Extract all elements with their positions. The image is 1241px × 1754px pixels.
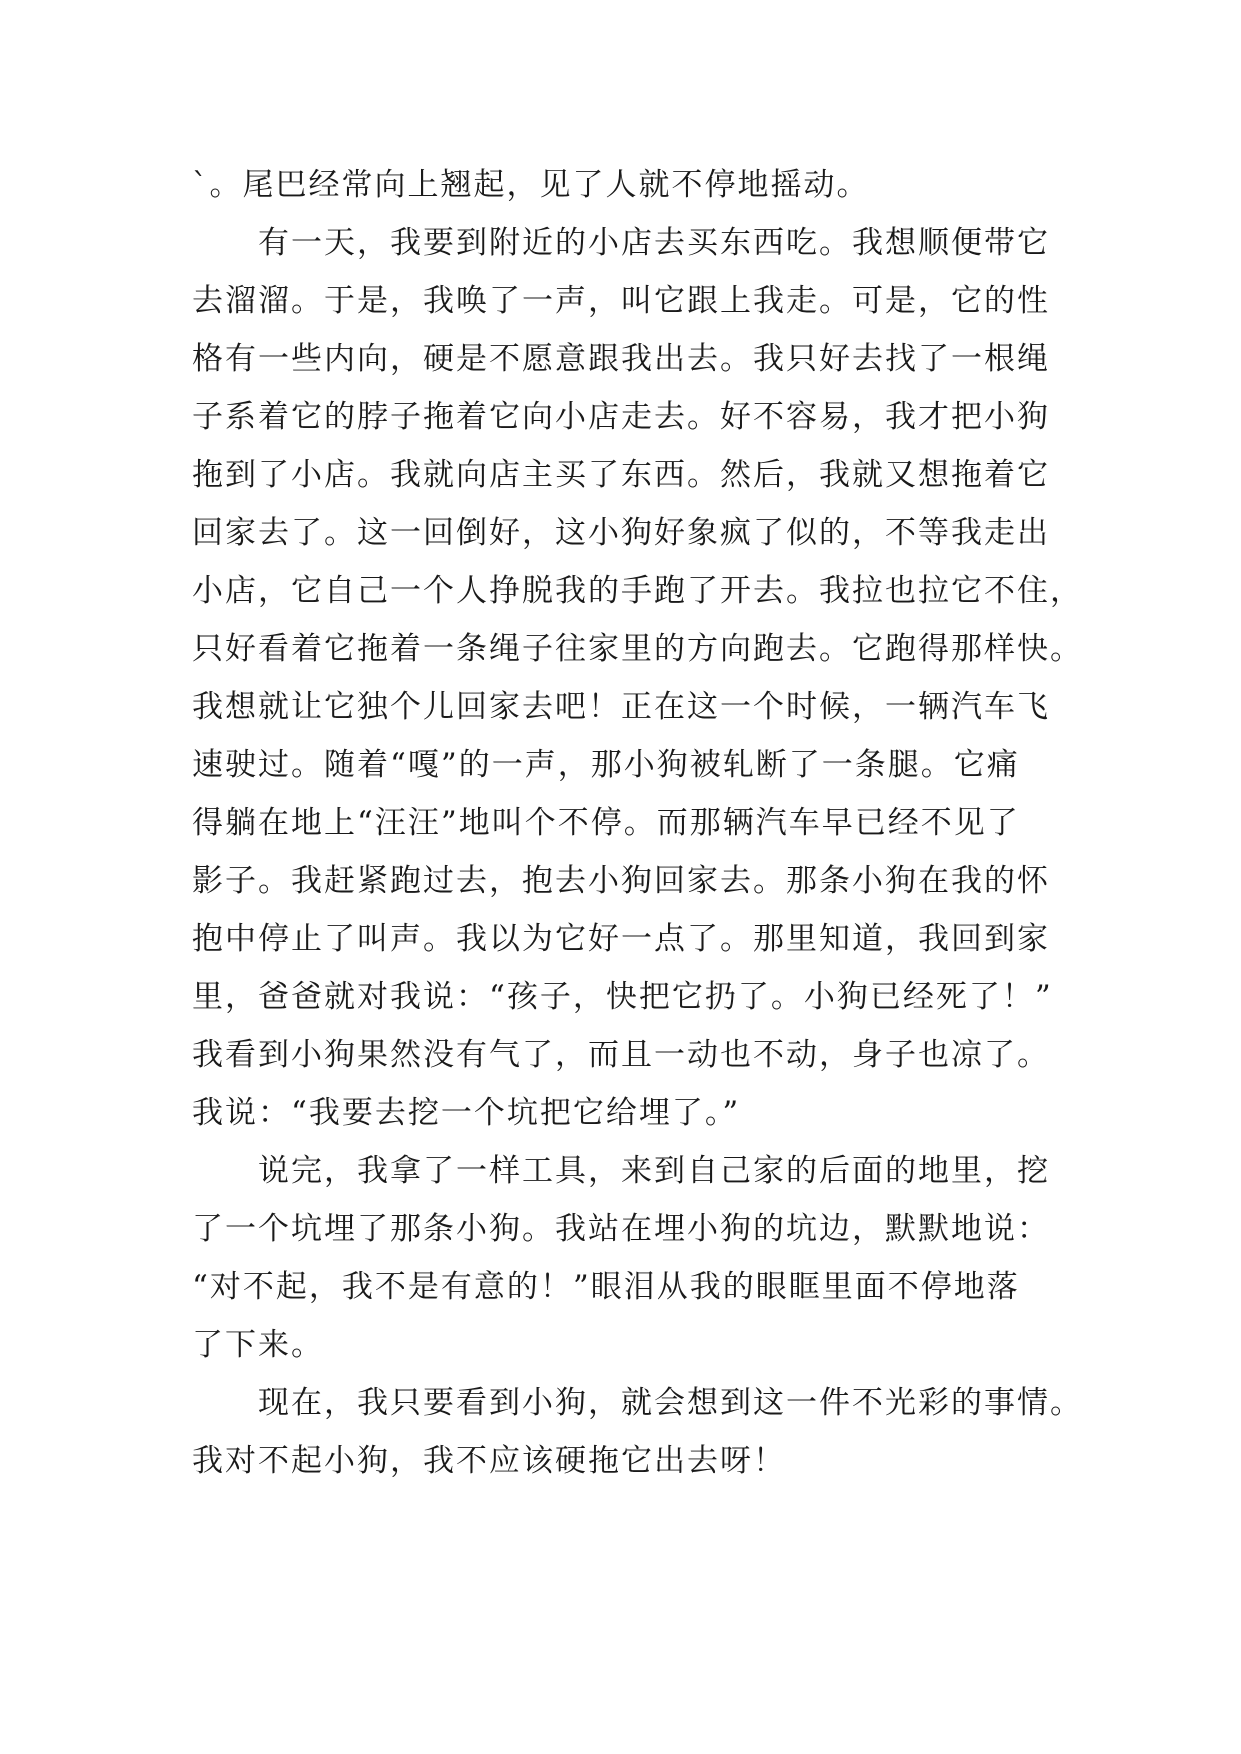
- text-line: 我想就让它独个儿回家去吧！正在这一个时候，一辆汽车飞: [192, 689, 1050, 725]
- text-line: 速驶过。随着“嘎”的一声，那小狗被轧断了一条腿。它痛: [192, 747, 1020, 783]
- text-line: 里，爸爸就对我说：“孩子，快把它扔了。小狗已经死了！”: [192, 979, 1053, 1015]
- text-line: 现在，我只要看到小狗，就会想到这一件不光彩的事情。: [258, 1385, 1083, 1421]
- text-line: 拖到了小店。我就向店主买了东西。然后，我就又想拖着它: [192, 457, 1050, 493]
- text-line: 回家去了。这一回倒好，这小狗好象疯了似的，不等我走出: [192, 515, 1050, 551]
- text-line: 得躺在地上“汪汪”地叫个不停。而那辆汽车早已经不见了: [192, 805, 1020, 841]
- text-line: `。尾巴经常向上翘起，见了人就不停地摇动。: [192, 167, 870, 203]
- text-line: 我对不起小狗，我不应该硬拖它出去呀！: [192, 1443, 786, 1479]
- text-line: 只好看着它拖着一条绳子往家里的方向跑去。它跑得那样快。: [192, 631, 1083, 667]
- text-line: 小店，它自己一个人挣脱我的手跑了开去。我拉也拉它不住，: [192, 573, 1083, 609]
- text-line: 抱中停止了叫声。我以为它好一点了。那里知道，我回到家: [192, 921, 1050, 957]
- essay-body: [192, 156, 1082, 1490]
- text-line: 影子。我赶紧跑过去，抱去小狗回家去。那条小狗在我的怀: [192, 863, 1050, 899]
- text-line: 我说：“我要去挖一个坑把它给埋了。”: [192, 1095, 741, 1131]
- text-line: 了一个坑埋了那条小狗。我站在埋小狗的坑边，默默地说：: [192, 1211, 1050, 1247]
- text-line: 有一天，我要到附近的小店去买东西吃。我想顺便带它: [258, 225, 1050, 261]
- text-line: 了下来。: [192, 1327, 324, 1363]
- text-line: 子系着它的脖子拖着它向小店走去。好不容易，我才把小狗: [192, 399, 1050, 435]
- text-line: 说完，我拿了一样工具，来到自己家的后面的地里，挖: [258, 1153, 1050, 1189]
- text-line: “对不起，我不是有意的！”眼泪从我的眼眶里面不停地落: [192, 1269, 1020, 1305]
- text-line: 去溜溜。于是，我唤了一声，叫它跟上我走。可是，它的性: [192, 283, 1050, 319]
- text-line: 格有一些内向，硬是不愿意跟我出去。我只好去找了一根绳: [192, 341, 1050, 377]
- text-line: 我看到小狗果然没有气了，而且一动也不动，身子也凉了。: [192, 1037, 1050, 1073]
